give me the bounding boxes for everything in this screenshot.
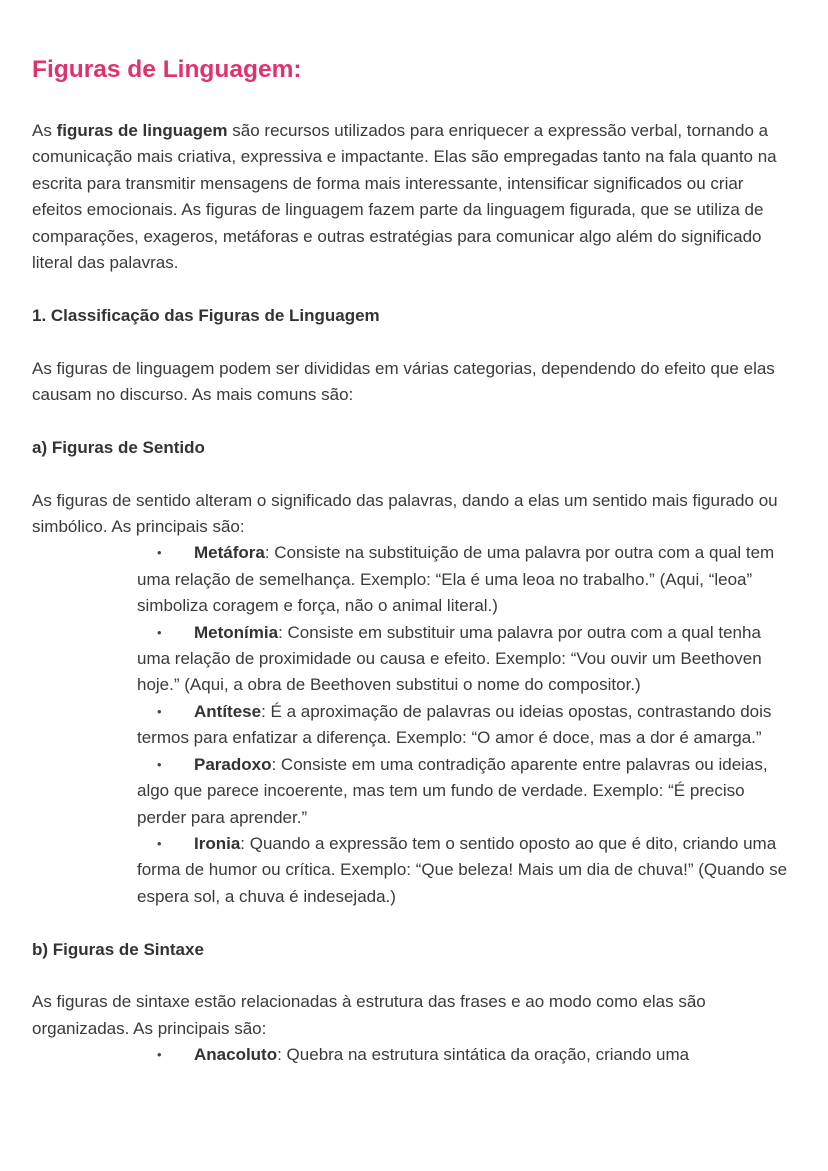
item-term: Metonímia bbox=[194, 622, 279, 642]
page-title: Figuras de Linguagem: bbox=[32, 56, 302, 83]
figuras-de-sentido-list bbox=[32, 540, 796, 910]
item-term: Ironia bbox=[194, 833, 241, 853]
intro-paragraph bbox=[32, 118, 796, 276]
figuras-de-sintaxe-paragraph: As figuras de sintaxe estão relacionadas à estrutura das frases e ao modo como elas são organizadas. As principais são: bbox=[32, 992, 706, 1038]
figuras-de-sentido-paragraph: As figuras de sentido alteram o significado das palavras, dando a elas um sentido mais figurado ou simbólico. As principais são: bbox=[32, 490, 778, 537]
item-term: Metáfora bbox=[194, 543, 265, 563]
intro-bold-term: figuras de linguagem bbox=[56, 121, 228, 140]
item-term: Anacoluto bbox=[194, 1045, 278, 1065]
section-heading-classification: 1. Classificação das Figuras de Linguagem bbox=[32, 305, 380, 325]
classification-paragraph: As figuras de linguagem podem ser divididas em várias categorias, dependendo do efeito que elas causam no discurso. As mais comuns são: bbox=[32, 358, 775, 405]
bullet-icon: • bbox=[157, 703, 162, 719]
figuras-de-sintaxe-list bbox=[32, 1042, 796, 1068]
item-desc: : É a aproximação de palavras ou ideias opostas, contrastando dois termos para enfatizar a diferença. Exemplo: “O amor é doce, mas a dor é amarga.” bbox=[137, 701, 772, 748]
list-item-paradoxo bbox=[137, 752, 796, 831]
item-term: Antítese bbox=[194, 701, 262, 721]
list-item-metafora bbox=[137, 540, 796, 619]
list-item-antitese bbox=[137, 699, 796, 752]
item-term: Paradoxo bbox=[194, 754, 272, 774]
bullet-icon: • bbox=[157, 1047, 162, 1063]
bullet-icon: • bbox=[157, 624, 162, 640]
list-item-ironia bbox=[137, 831, 796, 910]
list-item-anacoluto bbox=[137, 1042, 796, 1068]
section-heading-figuras-de-sentido: a) Figuras de Sentido bbox=[32, 437, 205, 457]
bullet-icon: • bbox=[157, 545, 162, 561]
item-desc: : Consiste em substituir uma palavra por outra com a qual tenha uma relação de proximidade ou causa e efeito. Exemplo: “Vou ouvir um Beethoven hoje.” (Aqui, a obra de Beethoven substitui o nome do compositor.) bbox=[137, 622, 762, 695]
item-desc: : Quebra na estrutura sintática da oração, criando uma bbox=[277, 1045, 690, 1065]
bullet-icon: • bbox=[157, 835, 162, 851]
bullet-icon: • bbox=[157, 756, 162, 772]
section-heading-figuras-de-sintaxe: b) Figuras de Sintaxe bbox=[32, 939, 204, 959]
item-desc: : Quando a expressão tem o sentido oposto ao que é dito, criando uma forma de humor ou crítica. Exemplo: “Que beleza! Mais um dia de chuva!” (Quando se espera sol, a chuva é indesejada.) bbox=[137, 833, 788, 906]
intro-pre: As bbox=[32, 121, 57, 140]
list-item-metonimia bbox=[137, 620, 796, 699]
item-desc: : Consiste na substituição de uma palavra por outra com a qual tem uma relação de semelhança. Exemplo: “Ela é uma leoa no trabalho.” (Aqui, “leoa” simboliza coragem e força, não o animal literal.) bbox=[137, 543, 775, 616]
intro-post: são recursos utilizados para enriquecer a expressão verbal, tornando a comunicação mais criativa, expressiva e impactante. Elas são empregadas tanto na fala quanto na escrita para transmitir mensagens de forma mais interessante, intensificar significados ou criar efeitos emocionais. As figuras de linguagem fazem parte da linguagem figurada, que se utiliza de comparações, exageros, metáforas e outras estratégias para comunicar algo além do significado literal das palavras. bbox=[32, 121, 777, 273]
item-desc: : Consiste em uma contradição aparente entre palavras ou ideias, algo que parece incoerente, mas tem um fundo de verdade. Exemplo: “É preciso perder para aprender.” bbox=[137, 754, 768, 827]
